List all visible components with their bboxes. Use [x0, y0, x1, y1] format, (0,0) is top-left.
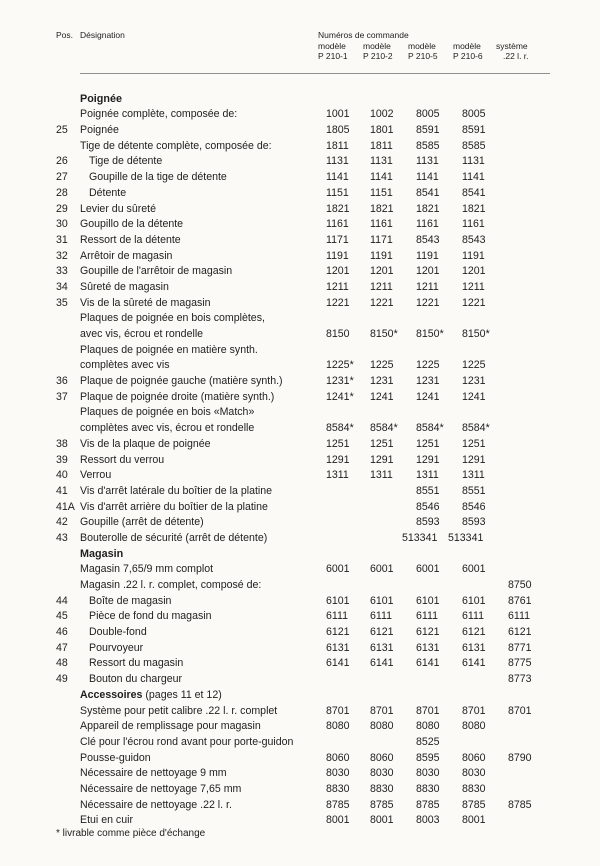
row-designation: Boîte de magasin	[89, 594, 172, 607]
row-position: 34	[56, 280, 68, 293]
order-number-cell: 6001	[416, 563, 440, 576]
order-number-cell: 1211	[462, 280, 485, 293]
order-number-cell: 1211	[326, 280, 349, 293]
row-designation: Goupille de la tige de détente	[89, 171, 227, 184]
order-number-cell: 8060	[370, 751, 394, 764]
order-number-cell: 1131	[462, 155, 485, 168]
order-number-cell: 8005	[416, 108, 440, 121]
order-number-cell: 1131	[370, 155, 393, 168]
row-designation: Pièce de fond du magasin	[89, 610, 212, 623]
order-number-cell: 8525	[416, 735, 440, 748]
order-number-cell: 8830	[416, 782, 440, 795]
table-row	[0, 813, 600, 829]
order-number-cell: 1231	[416, 375, 440, 388]
row-position: 36	[56, 375, 68, 388]
order-number-cell: 8584*	[326, 422, 354, 435]
section-heading-note: (pages 11 et 12)	[142, 688, 222, 701]
row-position: 30	[56, 218, 68, 231]
table-row	[0, 343, 600, 359]
order-number-cell: 1221	[326, 296, 350, 309]
order-number-cell: 6131	[416, 641, 440, 654]
order-number-cell: 1141	[416, 171, 439, 184]
order-number-cell: 8701	[370, 704, 394, 717]
order-number-cell: 8543	[462, 233, 486, 246]
order-number-cell: 1231*	[326, 375, 354, 388]
row-designation: Ressort du magasin	[89, 657, 184, 670]
order-number-cell: 8775	[508, 657, 532, 670]
order-number-cell: 6111	[416, 610, 438, 623]
order-number-cell: 8551	[416, 484, 440, 497]
order-number-cell: 1225	[462, 359, 486, 372]
order-number-cell: 8030	[462, 767, 486, 780]
order-number-cell: 8080	[462, 720, 486, 733]
row-position: 46	[56, 626, 68, 639]
spacer-row	[0, 76, 600, 92]
parts-table	[0, 76, 600, 829]
row-designation: Nécessaire de nettoyage 7,65 mm	[80, 782, 242, 795]
row-designation: Poignée	[80, 124, 119, 137]
order-number-cell: 1291	[370, 453, 394, 466]
row-position: 26	[56, 155, 68, 168]
table-row	[0, 453, 600, 469]
table-row	[0, 766, 600, 782]
table-row	[0, 515, 600, 531]
order-number-cell: 8593	[416, 516, 440, 529]
order-number-cell: 8030	[416, 767, 440, 780]
row-position: 47	[56, 641, 68, 654]
row-designation: Double-fond	[89, 626, 147, 639]
order-number-cell: 1201	[462, 265, 486, 278]
order-number-cell: 8546	[462, 500, 486, 513]
order-number-cell: 6111	[462, 610, 484, 623]
table-row	[0, 421, 600, 437]
order-number-cell: 1141	[370, 171, 393, 184]
order-number-cell: 8150*	[462, 328, 490, 340]
order-number-cell: 6001	[326, 563, 350, 576]
order-number-cell: 6121	[462, 626, 486, 639]
pos-header: Pos.	[56, 30, 74, 40]
order-number-cell: 1221	[370, 296, 394, 309]
system-22-header: système	[496, 41, 528, 51]
order-number-cell: 1141	[326, 171, 349, 184]
table-row	[0, 562, 600, 578]
table-row	[0, 390, 600, 406]
order-number-cell: 6111	[370, 610, 392, 623]
order-number-cell: 8785	[326, 798, 350, 811]
order-number-cell: 1801	[370, 124, 394, 137]
order-number-cell: 8001	[370, 814, 394, 827]
order-number-cell: 6101	[416, 594, 440, 607]
row-designation: Verrou	[80, 469, 112, 482]
row-designation: Plaques de poignée en matière synth.	[80, 343, 258, 356]
order-number-cell: 1191	[326, 249, 349, 262]
table-row	[0, 719, 600, 735]
row-position: 45	[56, 610, 68, 623]
table-row	[0, 139, 600, 155]
model-6-code: P 210-6	[453, 51, 483, 61]
order-number-cell: 8771	[508, 641, 532, 654]
order-number-cell: 1811	[326, 139, 349, 152]
row-designation: Levier du sûreté	[80, 202, 156, 215]
order-number-cell: 1241*	[326, 390, 354, 403]
row-designation: Sûreté de magasin	[80, 280, 169, 293]
order-number-cell: 1311	[326, 469, 349, 482]
row-designation: Système pour petit calibre .22 l. r. complet	[80, 704, 278, 717]
order-number-cell: 1811	[370, 139, 393, 152]
row-designation: Nécessaire de nettoyage .22 l. r.	[80, 798, 232, 811]
row-designation: Tige de détente	[89, 155, 163, 168]
row-position: 33	[56, 265, 68, 278]
table-row	[0, 656, 600, 672]
order-number-cell: 8761	[508, 594, 532, 607]
designation-header: Désignation	[80, 30, 125, 40]
section-heading-bold: Accessoires	[80, 688, 143, 701]
order-number-cell: 1211	[370, 280, 393, 293]
order-number-cell: 1821	[326, 202, 350, 215]
order-number-cell: 8005	[462, 108, 486, 121]
order-number-cell: 6141	[326, 657, 350, 670]
order-number-cell: 6001	[370, 563, 394, 576]
row-designation: Plaques de poignée en bois complètes,	[80, 312, 265, 325]
table-row	[0, 688, 600, 704]
order-number-cell: 6001	[462, 563, 486, 576]
order-number-cell: 1311	[416, 469, 439, 482]
order-number-cell: 1131	[326, 155, 349, 168]
order-number-cell: 1171	[326, 233, 349, 246]
order-number-cell: 1201	[370, 265, 394, 278]
order-numbers-header: Numéros de commande	[318, 30, 409, 40]
order-number-cell: 8701	[462, 704, 486, 717]
order-number-cell: 8060	[326, 751, 350, 764]
row-position: 40	[56, 469, 68, 482]
order-number-cell: 6131	[370, 641, 394, 654]
table-row	[0, 437, 600, 453]
row-designation: Magasin .22 l. r. complet, composé de:	[80, 579, 262, 591]
row-designation: Vis de la plaque de poignée	[80, 437, 211, 450]
table-row	[0, 704, 600, 720]
model-1-header: modèle	[318, 41, 346, 51]
row-designation: Appareil de remplissage pour magasin	[80, 720, 261, 733]
table-row	[0, 296, 600, 312]
row-designation: Clé pour l'écrou rond avant pour porte-guidon	[80, 735, 294, 748]
order-number-cell: 8830	[370, 782, 394, 795]
order-number-cell: 1225	[370, 359, 394, 372]
row-designation: Arrêtoir de magasin	[80, 249, 173, 262]
order-number-cell: 1131	[416, 155, 439, 168]
row-position: 27	[56, 171, 68, 184]
table-row	[0, 107, 600, 123]
table-row	[0, 672, 600, 688]
order-number-cell: 1291	[416, 453, 440, 466]
row-position: 48	[56, 657, 68, 670]
order-number-cell: 1251	[326, 437, 350, 450]
order-number-cell: 1225	[416, 359, 440, 372]
order-number-cell: 8750	[508, 579, 532, 591]
model-5-code: P 210-5	[408, 51, 438, 61]
table-row	[0, 468, 600, 484]
row-position: 31	[56, 233, 68, 246]
row-designation: Magasin 7,65/9 mm complot	[80, 563, 214, 576]
order-number-cell: 6111	[326, 610, 348, 623]
model-2-header: modèle	[363, 41, 391, 51]
row-position: 43	[56, 531, 68, 544]
row-position: 29	[56, 202, 68, 215]
order-number-cell: 1291	[326, 453, 350, 466]
row-position: 28	[56, 186, 68, 199]
table-row	[0, 311, 600, 327]
order-number-cell: 1161	[416, 218, 439, 231]
row-designation: Plaques de poignée en bois «Match»	[80, 406, 255, 419]
table-row	[0, 798, 600, 814]
order-number-cell: 1225*	[326, 359, 354, 372]
order-number-cell: 6131	[462, 641, 486, 654]
order-number-cell: 1001	[326, 108, 350, 121]
order-number-cell: 1191	[462, 249, 485, 262]
system-22-code: .22 l. r.	[503, 51, 529, 61]
order-number-cell: 6141	[370, 657, 394, 670]
order-number-cell: 1805	[326, 124, 350, 137]
order-number-cell: 1002	[370, 108, 394, 121]
row-designation: Vis d'arrêt latérale du boîtier de la platine	[80, 484, 273, 497]
order-number-cell: 6121	[370, 626, 394, 639]
order-number-cell: 1151	[370, 186, 393, 199]
order-number-cell: 6141	[416, 657, 440, 670]
row-designation: avec vis, écrou et rondelle	[80, 328, 204, 340]
table-row	[0, 609, 600, 625]
order-number-cell: 8591	[416, 124, 440, 137]
order-number-cell: 8584*	[416, 422, 444, 435]
row-designation: Ressort de la détente	[80, 233, 181, 246]
order-number-cell: 1171	[370, 233, 393, 246]
order-number-cell: 8830	[326, 782, 350, 795]
order-number-cell: 1311	[370, 469, 393, 482]
order-number-cell: 8785	[370, 798, 394, 811]
order-number-cell: 1311	[462, 469, 485, 482]
order-number-cell: 6121	[508, 626, 532, 639]
order-number-cell: 8003	[416, 814, 440, 827]
table-row	[0, 405, 600, 421]
order-number-cell: 1231	[462, 375, 486, 388]
row-position: 38	[56, 437, 68, 450]
row-designation: Poignée complète, composée de:	[80, 108, 238, 121]
table-row	[0, 751, 600, 767]
order-number-cell: 8030	[370, 767, 394, 780]
row-position: 25	[56, 124, 68, 137]
order-number-cell: 6111	[508, 610, 530, 623]
row-position: 35	[56, 296, 68, 309]
order-number-cell: 1161	[462, 218, 485, 231]
table-row	[0, 641, 600, 657]
table-row	[0, 500, 600, 516]
order-number-cell: 8001	[462, 814, 486, 827]
order-number-cell: 8080	[326, 720, 350, 733]
order-number-cell: 8773	[508, 673, 532, 686]
table-row	[0, 625, 600, 641]
order-number-cell: 8080	[370, 720, 394, 733]
row-designation: Bouton du chargeur	[89, 673, 183, 686]
row-designation: Etui en cuir	[80, 814, 133, 827]
row-designation: Goupillo de la détente	[80, 218, 184, 231]
order-number-cell: 1201	[416, 265, 440, 278]
order-number-cell: 8595	[416, 751, 440, 764]
order-number-cell: 8150*	[416, 328, 444, 340]
table-row	[0, 594, 600, 610]
row-position: 37	[56, 390, 68, 403]
order-number-cell: 8080	[416, 720, 440, 733]
order-number-cell: 1251	[416, 437, 440, 450]
row-designation: Plaque de poignée gauche (matière synth.)	[80, 375, 283, 388]
section-row	[0, 547, 600, 563]
order-number-cell: 8785	[416, 798, 440, 811]
table-row	[0, 358, 600, 374]
section-heading	[80, 688, 222, 704]
row-designation: Ressort du verrou	[80, 453, 165, 466]
section-heading: Magasin	[80, 547, 124, 560]
row-designation: Goupille (arrêt de détente)	[80, 516, 204, 529]
row-designation: Vis d'arrêt arrière du boîtier de la platine	[80, 500, 268, 513]
order-number-cell: 1251	[462, 437, 486, 450]
row-designation: Pourvoyeur	[89, 641, 144, 654]
table-row	[0, 578, 600, 594]
model-1-code: P 210-1	[318, 51, 348, 61]
table-row	[0, 264, 600, 280]
row-designation: Plaque de poignée droite (matière synth.)	[80, 390, 275, 403]
table-row	[0, 374, 600, 390]
table-row	[0, 154, 600, 170]
order-number-cell: 1221	[416, 296, 440, 309]
order-number-cell: 8591	[462, 124, 486, 137]
table-row	[0, 170, 600, 186]
table-row	[0, 249, 600, 265]
order-number-cell: 1221	[462, 296, 486, 309]
table-row	[0, 280, 600, 296]
model-5-header: modèle	[408, 41, 436, 51]
order-number-cell: 8584*	[370, 422, 398, 435]
table-row	[0, 531, 600, 547]
row-designation: complètes avec vis	[80, 359, 170, 372]
order-number-cell: 8584*	[462, 422, 490, 435]
order-number-cell: 1241	[462, 390, 486, 403]
order-number-cell: 1191	[416, 249, 439, 262]
order-number-cell: 8001	[326, 814, 350, 827]
row-position: 41	[56, 484, 68, 497]
table-row	[0, 735, 600, 751]
order-number-cell: 8030	[326, 767, 350, 780]
order-number-cell: 1291	[462, 453, 486, 466]
order-number-cell: 1161	[326, 218, 349, 231]
order-number-cell: 1201	[326, 265, 350, 278]
row-designation: complètes avec vis, écrou et rondelle	[80, 422, 255, 435]
table-row	[0, 484, 600, 500]
table-row	[0, 327, 600, 343]
order-number-cell: 6121	[326, 626, 350, 639]
order-number-cell: 8546	[416, 500, 440, 513]
section-heading: Poignée	[80, 92, 122, 105]
order-number-cell: 1211	[416, 280, 439, 293]
order-number-cell: 1161	[370, 218, 393, 231]
model-6-header: modèle	[453, 41, 481, 51]
row-position: 42	[56, 516, 68, 529]
order-number-cell: 513341	[448, 531, 484, 544]
order-number-cell: 1141	[462, 171, 485, 184]
order-number-cell: 6141	[462, 657, 486, 670]
row-position: 32	[56, 249, 68, 262]
order-number-cell: 1251	[370, 437, 394, 450]
order-number-cell: 8585	[462, 139, 486, 152]
order-number-cell: 8701	[416, 704, 440, 717]
order-number-cell: 8541	[416, 186, 440, 199]
table-row	[0, 186, 600, 202]
order-number-cell: 1821	[462, 202, 486, 215]
footnote: * livrable comme pièce d'échange	[56, 828, 206, 839]
table-row	[0, 782, 600, 798]
order-number-cell: 1241	[370, 390, 394, 403]
order-number-cell: 1241	[416, 390, 440, 403]
order-number-cell: 8785	[462, 798, 486, 811]
row-designation: Pousse-guidon	[80, 751, 151, 764]
row-designation: Vis de la sûreté de magasin	[80, 296, 211, 309]
table-row	[0, 202, 600, 218]
order-number-cell: 1151	[326, 186, 349, 199]
order-number-cell: 6101	[370, 594, 394, 607]
row-position: 39	[56, 453, 68, 466]
row-designation: Nécessaire de nettoyage 9 mm	[80, 767, 227, 780]
table-header	[0, 28, 600, 68]
order-number-cell: 8551	[462, 484, 486, 497]
order-number-cell: 8150	[326, 328, 350, 340]
row-designation: Tige de détente complète, composée de:	[80, 139, 272, 152]
order-number-cell: 6101	[326, 594, 350, 607]
order-number-cell: 8830	[462, 782, 486, 795]
order-number-cell: 8593	[462, 516, 486, 529]
row-position: 49	[56, 673, 68, 686]
table-row	[0, 217, 600, 233]
row-position: 41A	[56, 500, 75, 513]
order-number-cell: 6121	[416, 626, 440, 639]
order-number-cell: 1821	[370, 202, 394, 215]
model-2-code: P 210-2	[363, 51, 393, 61]
order-number-cell: 1191	[370, 249, 393, 262]
order-number-cell: 8150*	[370, 328, 398, 340]
table-row	[0, 123, 600, 139]
row-designation: Bouterolle de sécurité (arrêt de détente)	[80, 531, 268, 544]
order-number-cell: 6131	[326, 641, 350, 654]
order-number-cell: 8790	[508, 751, 532, 764]
order-number-cell: 8785	[508, 798, 532, 811]
order-number-cell: 8060	[462, 751, 486, 764]
table-row	[0, 233, 600, 249]
order-number-cell: 8543	[416, 233, 440, 246]
order-number-cell: 8701	[326, 704, 350, 717]
row-position: 44	[56, 594, 68, 607]
section-row	[0, 92, 600, 108]
order-number-cell: 513341	[402, 531, 438, 544]
order-number-cell: 8701	[508, 704, 532, 717]
order-number-cell: 1231	[370, 375, 394, 388]
row-designation: Détente	[89, 186, 127, 199]
order-number-cell: 1821	[416, 202, 440, 215]
order-number-cell: 8541	[462, 186, 486, 199]
order-number-cell: 8585	[416, 139, 440, 152]
header-divider	[80, 73, 550, 74]
order-number-cell: 6101	[462, 594, 486, 607]
row-designation: Goupille de l'arrêtoir de magasin	[80, 265, 233, 278]
